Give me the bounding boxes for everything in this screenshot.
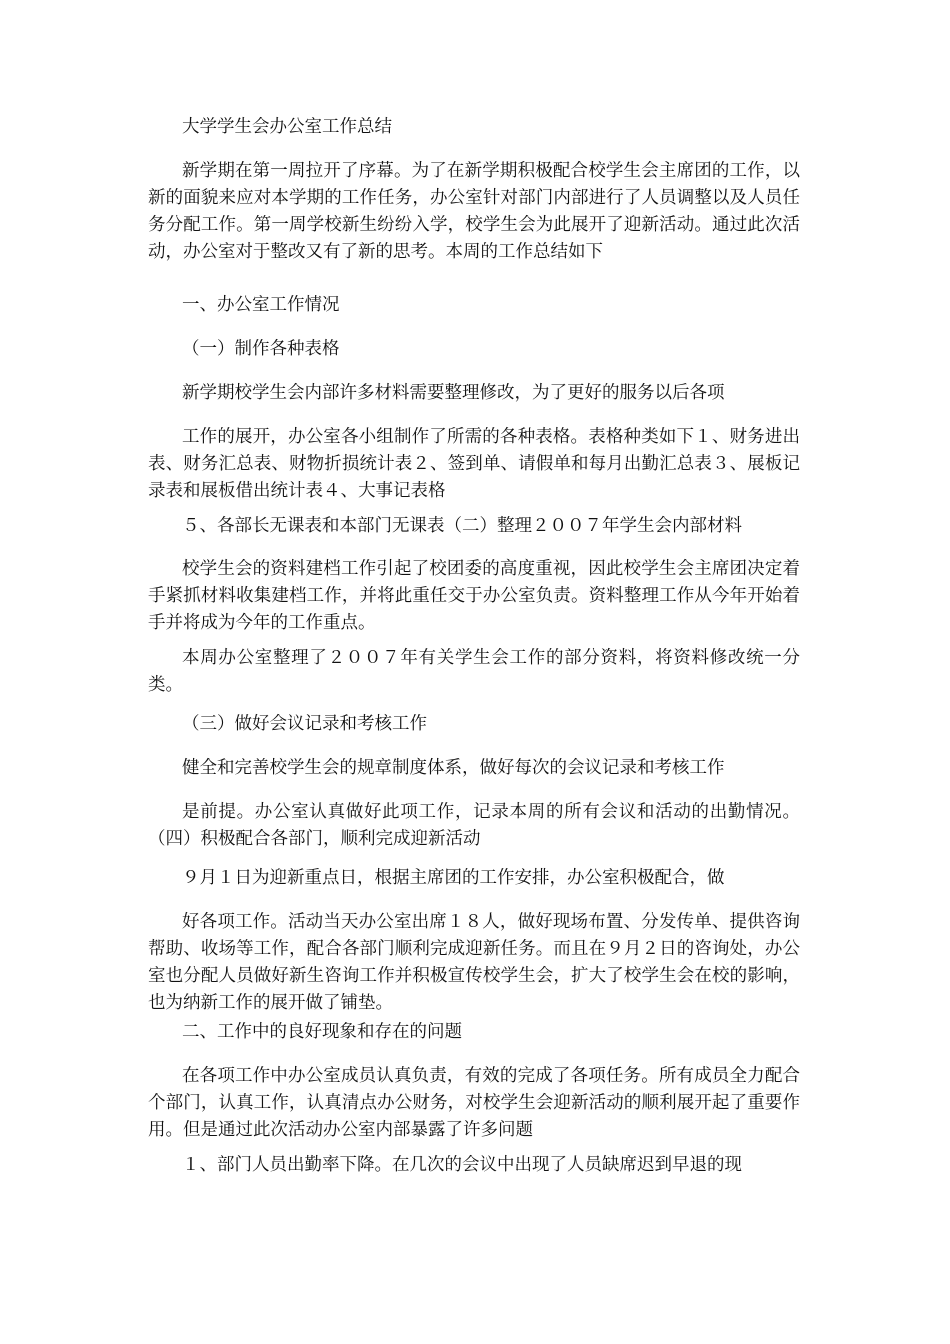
subsection-heading-3: （三）做好会议记录和考核工作 [182,714,427,734]
paragraph: 校学生会的资料建档工作引起了校团委的高度重视，因此校学生会主席团决定着手紧抓材料收集建档工作，并将此重任交于办公室负责。资料整理工作从今年开始着手并将成为今年的工作重点。 [148,559,800,633]
paragraph: １、部门人员出勤率下降。在几次的会议中出现了人员缺席迟到早退的现 [182,1155,742,1175]
paragraph: 工作的展开，办公室各小组制作了所需的各种表格。表格种类如下１、财务进出表、财务汇总表、财物折损统计表２、签到单、请假单和每月出勤汇总表３、展板记录表和展板借出统计表４、大事记表格 [148,427,800,501]
paragraph: 好各项工作。活动当天办公室出席１８人，做好现场布置、分发传单、提供咨询帮助、收场等工作，配合各部门顺利完成迎新任务。而且在９月２日的咨询处，办公室也分配人员做好新生咨询工作并积极宣传校学生会，扩大了校学生会在校的影响，也为纳新工作的展开做了铺垫。 [148,912,800,1013]
paragraph: 在各项工作中办公室成员认真负责，有效的完成了各项任务。所有成员全力配合个部门，认真工作，认真清点办公财务，对校学生会迎新活动的顺利展开起了重要作用。但是通过此次活动办公室内部暴露了许多问题 [148,1066,800,1140]
paragraph: 健全和完善校学生会的规章制度体系，做好每次的会议记录和考核工作 [182,758,725,778]
section-heading-2: 二、工作中的良好现象和存在的问题 [182,1022,462,1042]
paragraph-intro: 新学期在第一周拉开了序幕。为了在新学期积极配合校学生会主席团的工作，以新的面貌来应对本学期的工作任务，办公室针对部门内部进行了人员调整以及人员任务分配工作。第一周学校新生纷纷入学，校学生会为此展开了迎新活动。通过此次活动，办公室对于整改又有了新的思考。本周的工作总结如下 [148,161,800,262]
subsection-heading-1: （一）制作各种表格 [182,339,340,359]
paragraph: ９月１日为迎新重点日，根据主席团的工作安排，办公室积极配合，做 [182,868,725,888]
document-title: 大学学生会办公室工作总结 [182,117,392,137]
section-heading-1: 一、办公室工作情况 [182,295,340,315]
paragraph: 是前提。办公室认真做好此项工作，记录本周的所有会议和活动的出勤情况。（四）积极配合各部门，顺利完成迎新活动 [148,802,800,849]
paragraph: ５、各部长无课表和本部门无课表（二）整理２００７年学生会内部材料 [182,516,742,536]
paragraph: 本周办公室整理了２００７年有关学生会工作的部分资料，将资料修改统一分类。 [148,648,800,695]
paragraph: 新学期校学生会内部许多材料需要整理修改，为了更好的服务以后各项 [182,383,725,403]
